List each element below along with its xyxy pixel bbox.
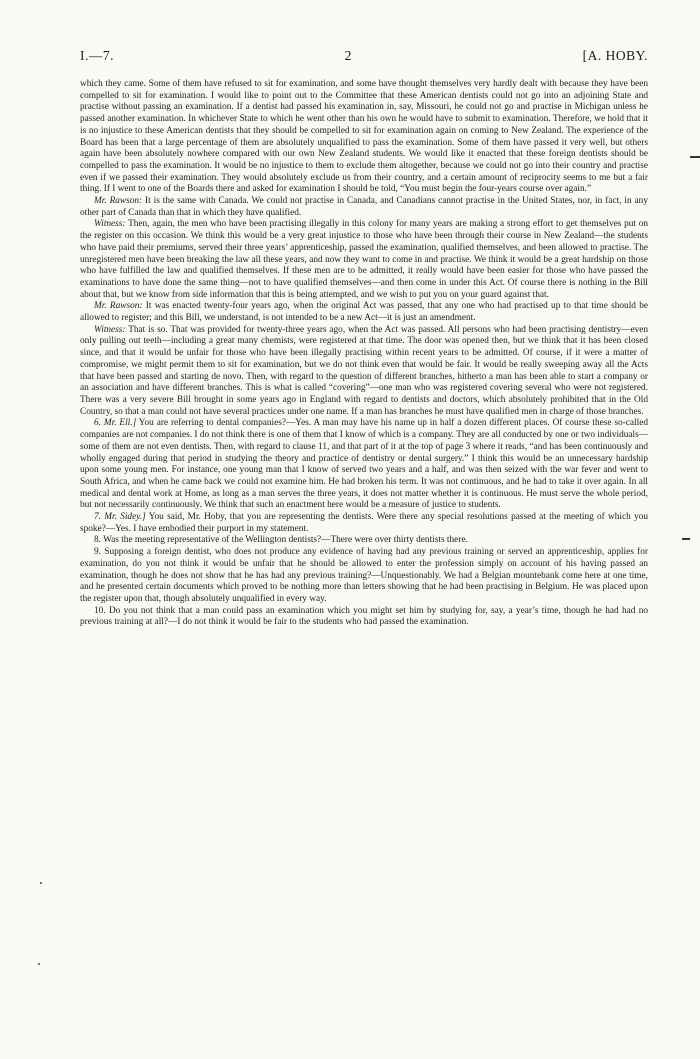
paragraph-text: 10. Do you not think that a man could pass an examination which you might set him by studying for, say, a year’s time, though he had had no previous training at all?—I do not think it would be fair to the students who had passed the examination.: [80, 605, 648, 628]
paragraph-text: It was enacted twenty-four years ago, when the original Act was passed, that any one who had practised up to that time should be allowed to register; and this Bill, we understand, is not intended to be a new Act—it is just an amendment.: [80, 301, 648, 324]
paragraph-text: 9. Supposing a foreign dentist, who does not produce any evidence of having had any previous training or served an apprenticeship, applies for examination, do you not think it would be unfair that he should be allowed to enter the profession simply on account of his having passed an examination, though he does not show that he has had any previous training?—Unquestionably. We had a Belgian mountebank come here at one time, and he presented certain documents which proved to be nothing more than letters showing that he had been practising in Belgium. He was placed upon the register upon that, though absolutely unqualified in every way.: [80, 547, 648, 604]
witness-name: [A. HOBY.: [582, 48, 648, 63]
speaker-label: Witness:: [94, 219, 126, 230]
paragraph: [80, 196, 648, 219]
paragraph: [80, 418, 648, 512]
page-number: 2: [344, 49, 353, 64]
document-body: [80, 79, 648, 629]
paragraph-text: It is the same with Canada. We could not practise in Canada, and Canadians cannot practise in the United States, nor, in fact, in any other part of Canada than that in which they have qualified.: [80, 196, 648, 218]
paragraph: [80, 301, 648, 324]
paragraph-text: You said, Mr. Hoby, that you are representing the dentists. Were there any special resolutions passed at the meeting of which you spoke?—Yes. I have embodied their purport in my statement.: [80, 512, 649, 534]
document-page: [80, 48, 648, 629]
margin-mark: [690, 156, 700, 158]
scan-speck: [40, 882, 42, 884]
speaker-label: 6. Mr. Ell.]: [94, 418, 137, 429]
speaker-label: Mr. Rawson:: [94, 301, 143, 312]
speaker-label: Witness:: [94, 324, 126, 335]
speaker-label: Mr. Rawson:: [94, 196, 143, 207]
paper-reference: I.—7.: [80, 48, 114, 63]
paragraph: [80, 79, 648, 196]
paragraph: [80, 219, 648, 301]
paragraph: [80, 547, 648, 606]
paragraph-text: You are referring to dental companies?—Yes. A man may have his name up in half a dozen different places. Of course these so-called companies are not companies. I do not think there is one of them that I know of which is a company. They are all conducted by one or two individuals—some of them are not even dentists. Then, with regard to clause 11, and that part of it at the top of page 3 where it reads, “and has been continuously and wholly engaged during that period in studying the theory and practice of dentistry or dental surgery.” I think this would be an unnecessary hardship upon some young men. For instance, one young man that I know of served two years and a half, and was then seized with the war fever and went to South Africa, and when he came back we could not examine him. He had broken his term. It was not continuous, and he had to take it over again. In all medical and dental work at Home, as long as a man serves the three years, it does not matter whether it is continuous. He must serve the whole period, but not necessarily continuously. We think that such an enactment here would be a measure of justice to students.: [80, 418, 648, 511]
paragraph: [80, 325, 648, 419]
scan-speck: [38, 963, 40, 965]
paragraph-text: 8. Was the meeting representative of the Wellington dentists?—There were over thirty dentists there.: [94, 535, 468, 546]
paragraph: [80, 535, 648, 547]
paragraph-text: Then, again, the men who have been practising illegally in this colony for many years are making a strong effort to get themselves put on the register on this occasion. We think this would be a very great injustice to those who have been through their course in New Zealand—the students who have paid their premiums, served their three years’ apprenticeship, passed the examination, qualified themselves, and been allowed to practise. The unregistered men have been breaking the law all these years, and now they want to come in and practise. We think it would be a great hardship on those who have fulfilled the law and qualified themselves. If these men are to be admitted, it really would have been easier for those who have passed the examinations to have done the same thing—not to have qualified themselves—and then come in under this Act. Of course there is nothing in the Bill about that, but we know from side information that this is being attempted, and we wish to put you on your guard against that.: [80, 219, 648, 300]
paragraph-text: That is so. That was provided for twenty-three years ago, when the Act was passed. All persons who had been practising dentistry—even only pulling out teeth—including a great many chemists, were registered at that time. The door was opened then, but we think that it has been closed since, and that it would be unfair for those who have been illegally practising within recent years to be admitted. Of course, if it were a matter of compromise, we might permit them to sit for examination, but we do not think even that would be fair. It would be really sweeping away all the Acts that have been passed and starting de novo. Then, with regard to the question of different branches, hitherto a man has been able to start a company or an association and have different branches. This is what is called “covering”—one man who was registered covering several who were not registered. There was a very severe Bill brought in some years ago in England with regard to dentists and doctors, which absolutely prohibited that in the Old Country, so that a man could not have several practices under one name. If a man has branches he must have qualified men in charge of those branches.: [80, 324, 648, 417]
paragraph-text: which they came. Some of them have refused to sit for examination, and some have thought themselves very hardly dealt with because they have been compelled to sit for examination. I would like to point out to the Committee that these American dentists could not go into an adjoining State and practise without passing an examination. If a dentist had passed his examination in, say, Missouri, he could not go and practise in Michigan unless he passed another examination. In whichever State to which he went other than his own he would have to submit to examination. Therefore, we hold that it is no injustice to these American dentists that they should be compelled to sit for examination again on coming to New Zealand. The experience of the Board has been that a large percentage of them are absolutely unqualified to pass the examination. Some of them have passed it very well, but others again have been absolutely nowhere compared with our own New Zealand students. We would like it enacted that these foreign dentists should be compelled to pass the examination. It would be no injustice to them to exclude them altogether, because we could not go into their country and practise even if we passed their examination. They would absolutely exclude us from their country, and a certain amount of reciprocity seems to me but a fair thing. If I went to one of the Boards there and asked for examination I should be told, “You must begin the four-years course over again.”: [80, 79, 648, 195]
page-header: [80, 48, 648, 65]
margin-mark: [682, 538, 690, 540]
paragraph: [80, 606, 648, 629]
speaker-label: 7. Mr. Sidey.]: [94, 512, 146, 523]
paragraph: [80, 512, 648, 535]
